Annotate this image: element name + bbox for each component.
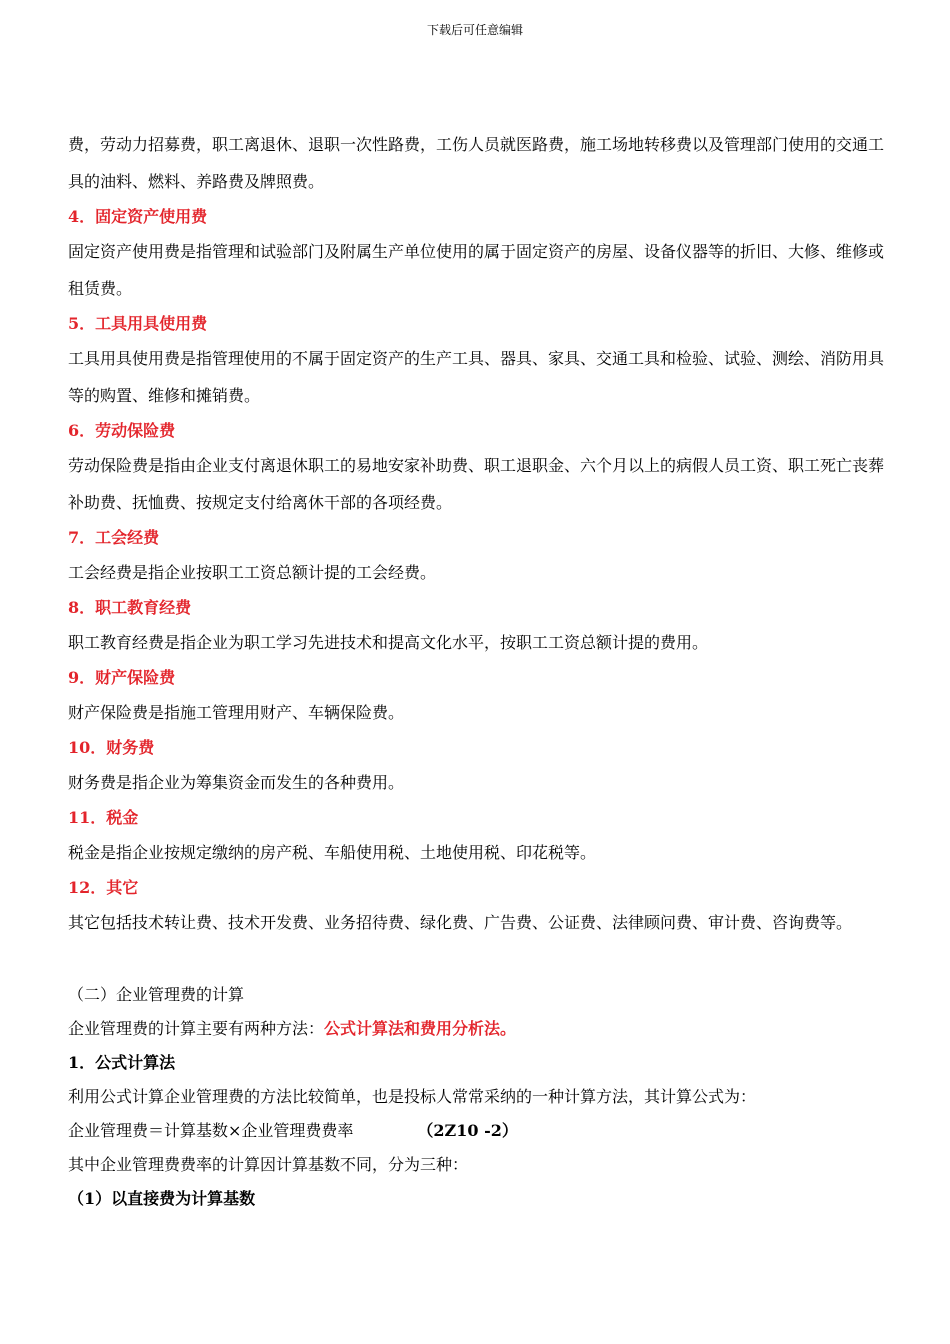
calc-intro-highlight: 公式计算法和费用分析法。 [324, 1019, 517, 1038]
section-heading-labor-insurance: 6．劳动保险费 [68, 421, 176, 440]
section-heading-tools: 5．工具用具使用费 [68, 314, 208, 333]
paragraph: 税金是指企业按规定缴纳的房产税、车船使用税、土地使用税、印花税等。 [68, 843, 597, 862]
section-heading-fixed-assets: 4．固定资产使用费 [68, 207, 208, 226]
section-heading-finance: 10．财务费 [68, 738, 155, 757]
formula-code: （2Z10 -2） [417, 1121, 518, 1140]
paragraph: 工会经费是指企业按职工工资总额计提的工会经费。 [68, 563, 437, 582]
paragraph: 固定资产使用费是指管理和试验部门及附属生产单位使用的属于固定资产的房屋、设备仪器等的折旧、大修、维修或租赁费。 [68, 242, 885, 298]
calc-item-1: （1）以直接费为计算基数 [68, 1189, 256, 1208]
paragraph: 财产保险费是指施工管理用财产、车辆保险费。 [68, 703, 405, 722]
formula-text: 企业管理费＝计算基数×企业管理费费率 [68, 1121, 354, 1140]
paragraph: 工具用具使用费是指管理使用的不属于固定资产的生产工具、器具、家具、交通工具和检验、试验、测绘、消防用具等的购置、维修和摊销费。 [68, 349, 885, 405]
formula-line [68, 1114, 898, 1148]
calc-section-title: （二）企业管理费的计算 [68, 985, 245, 1004]
section-heading-property-insurance: 9．财产保险费 [68, 668, 176, 687]
rate-note: 其中企业管理费费率的计算因计算基数不同，分为三种： [68, 1155, 469, 1174]
section-heading-union-fees: 7．工会经费 [68, 528, 160, 547]
method-description: 利用公式计算企业管理费的方法比较简单，也是投标人常常采纳的一种计算方法，其计算公式为： [68, 1087, 757, 1106]
calc-intro-text: 企业管理费的计算主要有两种方法： [68, 1019, 325, 1038]
calc-intro [68, 1012, 898, 1046]
page-header: 下载后可任意编辑 [426, 23, 523, 37]
paragraph: 劳动保险费是指由企业支付离退休职工的易地安家补助费、职工退职金、六个月以上的病假人员工资、职工死亡丧葬补助费、抚恤费、按规定支付给离休干部的各项经费。 [68, 456, 885, 512]
section-heading-other: 12．其它 [68, 878, 139, 897]
method-heading: 1．公式计算法 [68, 1053, 176, 1072]
paragraph: 财务费是指企业为筹集资金而发生的各种费用。 [68, 773, 405, 792]
section-heading-education: 8．职工教育经费 [68, 598, 192, 617]
section-heading-tax: 11．税金 [68, 808, 139, 827]
paragraph: 其它包括技术转让费、技术开发费、业务招待费、绿化费、广告费、公证费、法律顾问费、审计费、咨询费等。 [68, 913, 853, 932]
spacer [68, 941, 898, 978]
paragraph: 费，劳动力招募费，职工离退休、退职一次性路费，工伤人员就医路费，施工场地转移费以及管理部门使用的交通工具的油料、燃料、养路费及牌照费。 [68, 135, 885, 191]
document-body [68, 126, 898, 1216]
paragraph: 职工教育经费是指企业为职工学习先进技术和提高文化水平，按职工工资总额计提的费用。 [68, 633, 709, 652]
